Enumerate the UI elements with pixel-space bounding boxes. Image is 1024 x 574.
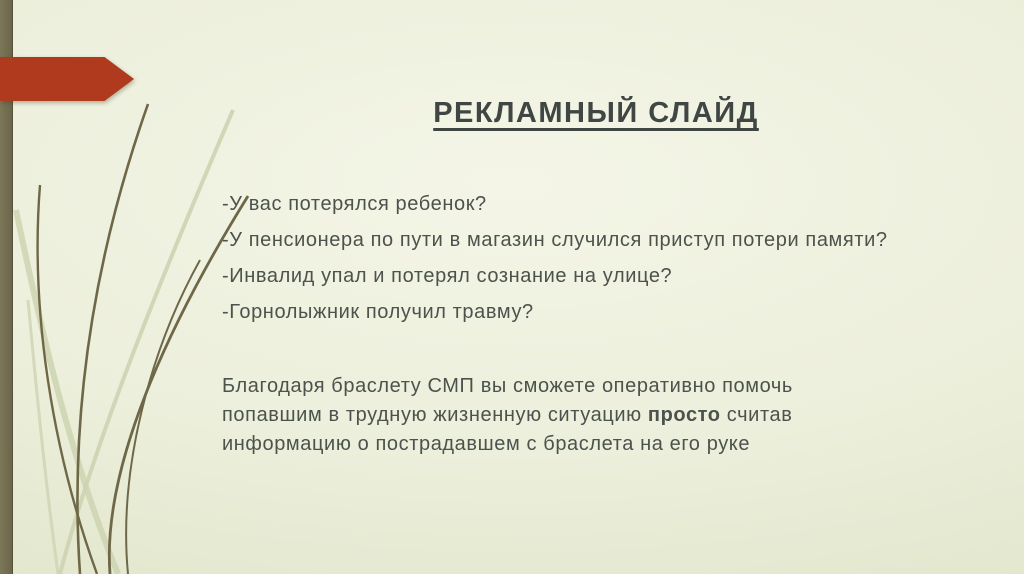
slide-content — [170, 0, 1022, 574]
bullet-line-3: -Инвалид упал и потерял сознание на улице? — [222, 265, 673, 287]
bullet-line-2: -У пенсионера по пути в магазин случился приступ потери памяти? — [222, 229, 888, 251]
wisp-curve — [38, 185, 97, 574]
paragraph-line-3: информацию о пострадавшем с браслета на его руке — [222, 433, 751, 455]
paragraph-bold-word: просто — [647, 404, 721, 426]
wisp-curve — [77, 104, 148, 574]
red-arrow-banner — [0, 57, 134, 101]
body-paragraph — [222, 372, 962, 459]
slide-title: РЕКЛАМНЫЙ СЛАЙД — [433, 97, 759, 129]
bullet-line-4: -Горнолыжник получил травму? — [222, 301, 534, 323]
wisp-curve — [16, 210, 118, 574]
bullet-line-1: -У вас потерялся ребенок? — [222, 193, 487, 215]
red-arrow-shape — [0, 57, 134, 101]
bullet-list — [222, 193, 1012, 337]
paragraph-line-2-pre: попавшим в трудную жизненную ситуацию — [222, 404, 648, 426]
paragraph-line-2-post: считав — [720, 404, 793, 426]
paragraph-line-1: Благодаря браслету СМП вы сможете оперативно помочь — [222, 375, 793, 397]
wisp-curve — [28, 300, 58, 574]
